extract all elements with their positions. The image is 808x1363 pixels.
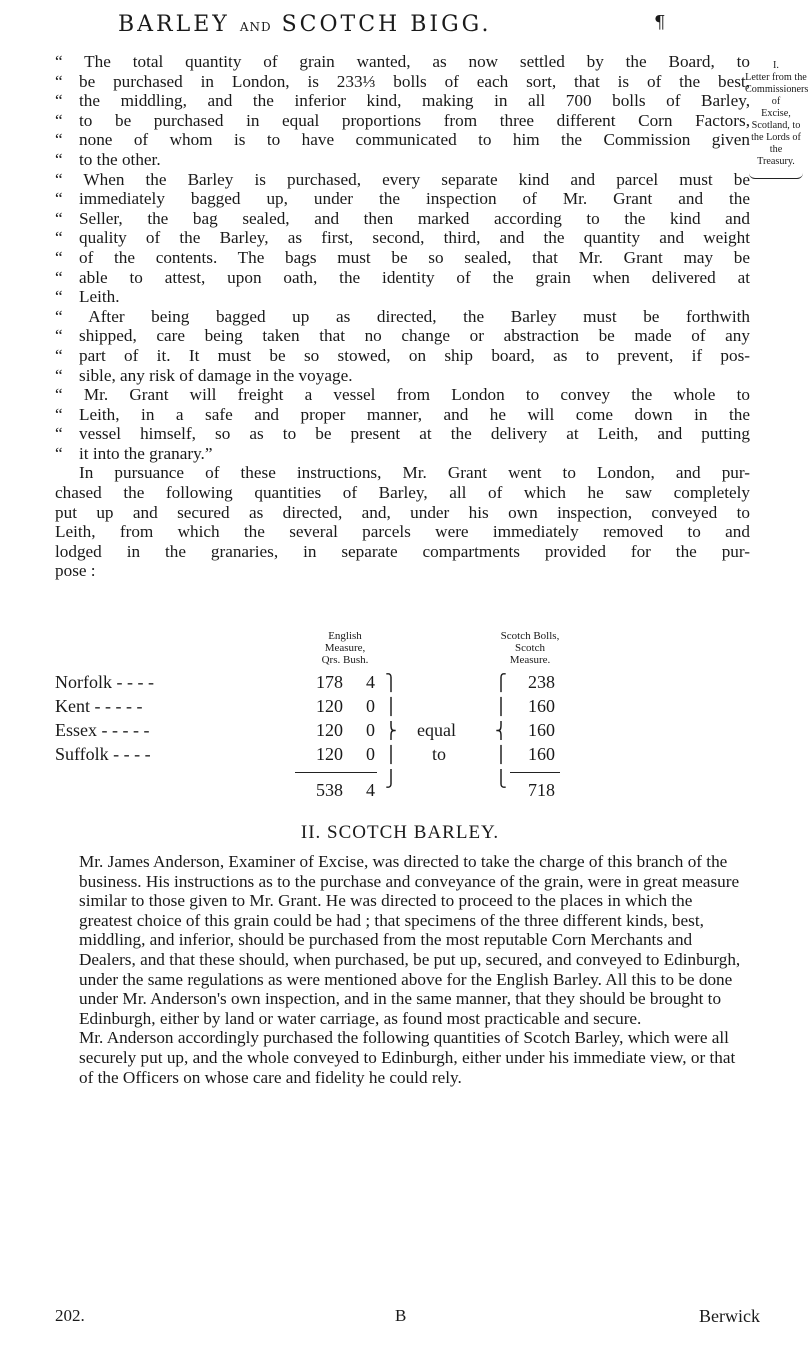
running-title — [118, 12, 491, 37]
running-title-amp: AND — [239, 20, 272, 34]
text-line: Leith, from which the several parcels were immediately removed to and — [55, 522, 750, 542]
text-line: “ be purchased in London, is 233⅓ bolls of each sort, that is of the best, — [55, 71, 750, 91]
running-title-right: SCOTCH BIGG. — [281, 12, 492, 37]
quarters-value: 120 — [316, 696, 343, 716]
bushels-value: 0 — [366, 744, 375, 764]
text-line: “ the middling, and the inferior kind, making in all 700 bolls of Barley, — [55, 91, 750, 111]
margin-note-line: Excise, Scotland, to — [751, 108, 801, 131]
county-name: Suffolk - - - - — [55, 744, 151, 764]
bolls-value: 238 — [528, 672, 555, 692]
text-line: lodged in the granaries, in separate compartments provided for the pur- — [55, 541, 750, 561]
page-header — [0, 8, 800, 48]
total-bolls: 718 — [528, 780, 555, 800]
instructions-text — [55, 52, 750, 581]
paragraph-pursuance — [55, 463, 750, 581]
text-line: “ sible, any risk of damage in the voyage. — [55, 365, 353, 385]
quarters-value: 120 — [316, 744, 343, 764]
signature-number: 202. — [55, 1306, 85, 1325]
page-footer — [55, 1306, 760, 1330]
margin-note — [745, 60, 807, 179]
county-name: Kent - - - - - — [55, 696, 143, 716]
right-brace: ⎫ ⎪ ⎬ ⎪ ⎭ — [385, 675, 397, 788]
paragraph-purchase: Mr. Anderson accordingly purchased the following quantities of Scotch Barley, which were all securely put up, and the whole conveyed to Edinburgh, either under his immediate view, or that of the Officers on whose care and fidelity he could rely. — [79, 1028, 736, 1087]
text-line: “ Leith, in a safe and proper manner, and he will come down in the — [55, 404, 750, 424]
to-label: to — [432, 744, 447, 764]
paragraph-freight — [55, 385, 750, 463]
text-line: “ vessel himself, so as to be present at the delivery at Leith, and putting — [55, 424, 750, 444]
margin-note-line: Letter from the — [745, 72, 807, 83]
bolls-value: 160 — [528, 720, 555, 740]
text-line: pose : — [55, 561, 96, 581]
total-quarters: 538 — [316, 780, 343, 800]
quarters-value: 178 — [316, 672, 343, 692]
text-line: “ Leith. — [55, 287, 120, 307]
text-line: “ it into the granary.” — [55, 443, 213, 463]
margin-note-brace — [749, 170, 803, 179]
total-rule — [295, 772, 377, 773]
paragraph-total-quantity — [55, 52, 750, 170]
bushels-value: 4 — [366, 672, 375, 692]
bolls-value: 160 — [528, 696, 555, 716]
total-bushels: 4 — [366, 780, 375, 800]
text-line: “ Seller, the bag sealed, and then marked according to the kind and — [55, 208, 750, 228]
county-name: Norfolk - - - - — [55, 672, 154, 692]
signature-mark: B — [395, 1306, 407, 1325]
left-brace: ⎧ ⎪ ⎨ ⎪ ⎩ — [495, 675, 507, 788]
text-line: “ part of it. It must be so stowed, on ship board, as to prevent, if pos- — [55, 345, 750, 365]
text-line: “ to the other. — [55, 149, 161, 169]
text-line: “ immediately bagged up, under the inspection of Mr. Grant and the — [55, 189, 750, 209]
margin-note-line: Treasury. — [757, 156, 795, 167]
equal-label: equal — [417, 720, 456, 740]
text-line: “ of the contents. The bags must be so sealed, that Mr. Grant may be — [55, 247, 750, 267]
text-line: “ The total quantity of grain wanted, as now settled by the Board, to — [55, 52, 750, 71]
text-line: “ none of whom is to have communicated to him the Commission given — [55, 130, 750, 150]
text-line: “ quality of the Barley, as first, second, third, and the quantity and weight — [55, 228, 750, 248]
text-line: “ Mr. Grant will freight a vessel from London to convey the whole to — [55, 385, 750, 405]
bolls-value: 160 — [528, 744, 555, 764]
margin-note-line: the Lords of the — [751, 132, 801, 155]
county-name: Essex - - - - - — [55, 720, 150, 740]
catchword: Berwick — [699, 1306, 760, 1326]
text-line: In pursuance of these instructions, Mr. Grant went to London, and pur- — [79, 463, 750, 483]
total-rule — [510, 772, 560, 773]
scotch-barley-text — [55, 852, 750, 1087]
section-heading: II. SCOTCH BARLEY. — [300, 822, 500, 843]
barley-quantities-table — [55, 630, 745, 820]
scotch-measure-header: Scotch Bolls, Scotch Measure. — [500, 630, 560, 666]
paragraph-shipping — [55, 307, 750, 385]
text-line: put up and secured as directed, and, under his own inspection, conveyed to — [55, 502, 750, 522]
english-measure-header: English Measure, Qrs. Bush. — [321, 630, 369, 666]
text-line: “ shipped, care being taken that no change or abstraction be made of any — [55, 326, 750, 346]
bushels-value: 0 — [366, 720, 375, 740]
text-line: “ When the Barley is purchased, every separate kind and parcel must be — [55, 169, 750, 189]
text-line: chased the following quantities of Barley, all of which he saw completely — [55, 483, 750, 503]
text-line: “ able to attest, upon oath, the identity of the grain when delivered at — [55, 267, 750, 287]
running-title-left: BARLEY — [118, 12, 230, 37]
text-line: “ After being bagged up as directed, the Barley must be forthwith — [55, 306, 750, 326]
paragraph-bagging — [55, 170, 750, 307]
bushels-value: 0 — [366, 696, 375, 716]
quarters-value: 120 — [316, 720, 343, 740]
paragraph-anderson: Mr. James Anderson, Examiner of Excise, was directed to take the charge of this branch of the business. His instructions as to the purchase and conveyance of the grain, were in great measure similar to those given to Mr. Grant. He was directed to proceed to the places in which the greatest choice of this grain could be had ; that specimens of the three different kinds, best, middling, and inferior, should be purchased from the most reputable Corn Merchants and Dealers, and that these should, when purchased, be put up, secured, and conveyed to Edinburgh, under the same regulations as were mentioned above for the English Barley. All this to be done under Mr. Anderson's own inspection, and in the same manner, that they should be brought to Edinburgh, either by land or water carriage, as found most practicable and secure. — [79, 852, 741, 1028]
page-mark: ¶ — [654, 12, 666, 33]
margin-note-number: I. — [773, 60, 779, 71]
text-line: “ to be purchased in equal proportions from three different Corn Factors, — [55, 110, 750, 130]
margin-note-line: Commissioners of — [745, 84, 808, 107]
